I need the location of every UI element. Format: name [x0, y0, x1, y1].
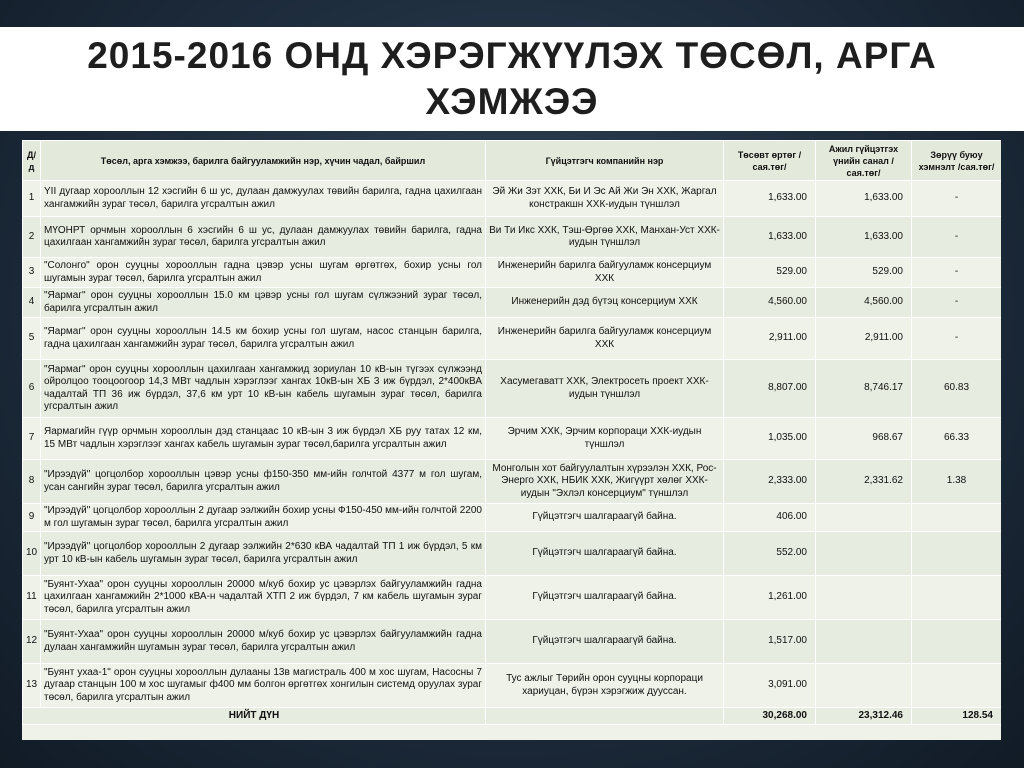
- slide-title: 2015-2016 ОНД ХЭРЭГЖҮҮЛЭХ ТӨСӨЛ, АРГА ХЭМЖЭЭ: [87, 35, 937, 122]
- projects-table-container: [22, 140, 1001, 740]
- row-number: 6: [23, 360, 41, 418]
- row-diff: [912, 576, 1002, 620]
- row-budget: 1,517.00: [724, 620, 816, 664]
- row-diff: -: [912, 217, 1002, 258]
- row-contractor: Гүйцэтгэгч шалгараагүй байна.: [486, 576, 724, 620]
- projects-table: [22, 140, 1001, 725]
- row-contractor: Инженерийн барилга байгууламж консерциум ХХК: [486, 318, 724, 360]
- row-budget: 8,807.00: [724, 360, 816, 418]
- table-row: [23, 576, 1002, 620]
- row-offer: 8,746.17: [816, 360, 912, 418]
- table-body: [23, 181, 1002, 725]
- table-row: [23, 258, 1002, 288]
- total-contractor-empty: [486, 708, 724, 725]
- row-offer: 529.00: [816, 258, 912, 288]
- row-budget: 2,911.00: [724, 318, 816, 360]
- row-budget: 1,261.00: [724, 576, 816, 620]
- header-project: Төсөл, арга хэмжээ, барилга байгууламжийн нэр, хүчин чадал, байршил: [41, 141, 486, 181]
- row-contractor: Гүйцэтгэгч шалгараагүй байна.: [486, 532, 724, 576]
- row-project: YII дугаар хорооллын 12 хэсгийн 6 ш ус, дулаан дамжуулах төвийн барилга, гадна цахилгаан хангамжийн зураг төсөл, барилга угсралтын ажил: [41, 181, 486, 217]
- row-project: "Буянт-Ухаа" орон сууцны хорооллын 20000 м/куб бохир ус цэвэрлэх байгууламжийн гадна дулаан хангамжийн шугамын зураг төсөл, барилга угсралтын ажил: [41, 620, 486, 664]
- row-diff: -: [912, 318, 1002, 360]
- row-offer: [816, 664, 912, 708]
- row-budget: 3,091.00: [724, 664, 816, 708]
- table-row: [23, 318, 1002, 360]
- row-contractor: Гүйцэтгэгч шалгараагүй байна.: [486, 504, 724, 532]
- total-label: НИЙТ ДҮН: [23, 708, 486, 725]
- row-number: 3: [23, 258, 41, 288]
- row-diff: 1.38: [912, 460, 1002, 504]
- table-row: [23, 504, 1002, 532]
- row-offer: 1,633.00: [816, 181, 912, 217]
- row-contractor: Эй Жи Зэт ХХК, Би И Эс Ай Жи Эн ХХК, Жаргал констракшн ХХК-иудын түншлэл: [486, 181, 724, 217]
- row-project: "Ирээдүй" цогцолбор хорооллын 2 дугаар ээлжийн бохир усны Ф150-450 мм-ийн голчтой 2200 м гол шугамын зураг төсөл, барилга угсралтын ажил: [41, 504, 486, 532]
- table-row: [23, 360, 1002, 418]
- table-row: [23, 460, 1002, 504]
- row-project: "Буянт-Ухаа" орон сууцны хорооллын 20000 м/куб бохир ус цэвэрлэх байгууламжийн гадна цахилгаан хангамжийн 2*1000 кВА-н чадалтай ХТП 2 иж бүрдэл, 7 км кабель шугамын зураг төсөл, барилга угсралтын ажил: [41, 576, 486, 620]
- row-project: МҮОНРТ орчмын хорооллын 6 хэсгийн 6 ш ус, дулаан дамжуулах төвийн барилга, гадна цахилгаан хангамжийн зураг төсөл, барилга угсралтын ажил: [41, 217, 486, 258]
- row-budget: 406.00: [724, 504, 816, 532]
- row-offer: 4,560.00: [816, 288, 912, 318]
- row-diff: -: [912, 288, 1002, 318]
- row-diff: [912, 664, 1002, 708]
- row-diff: [912, 504, 1002, 532]
- row-project: "Ирээдүй" цогцолбор хорооллын цэвэр усны ф150-350 мм-ийн голчтой 4377 м гол шугам, усан сангийн зураг төсөл, барилга угсралтын ажил: [41, 460, 486, 504]
- total-offer: 23,312.46: [816, 708, 912, 725]
- header-offer: Ажил гүйцэтгэх үнийн санал /сая.төг/: [816, 141, 912, 181]
- row-offer: [816, 620, 912, 664]
- table-row: [23, 288, 1002, 318]
- title-band: [0, 27, 1024, 131]
- row-number: 5: [23, 318, 41, 360]
- row-offer: [816, 504, 912, 532]
- table-row: [23, 532, 1002, 576]
- row-contractor: Хасумегаватт ХХК, Электросеть проект ХХК-иудын түншлэл: [486, 360, 724, 418]
- row-contractor: Инженерийн дэд бүтэц консерциум ХХК: [486, 288, 724, 318]
- table-row: [23, 620, 1002, 664]
- row-budget: 552.00: [724, 532, 816, 576]
- row-number: 12: [23, 620, 41, 664]
- row-offer: [816, 576, 912, 620]
- row-number: 11: [23, 576, 41, 620]
- row-diff: [912, 620, 1002, 664]
- row-project: "Яармаг" орон сууцны хорооллын 15.0 км цэвэр усны гол шугам сүлжээний зураг төсөл, барилга угсралтын ажил: [41, 288, 486, 318]
- row-project: "Яармаг" орон сууцны хорооллын 14.5 км бохир усны гол шугам, насос станцын барилга, гадна цахилгаан хангамжийн зураг төсөл, барилга угсралтын ажил: [41, 318, 486, 360]
- row-number: 1: [23, 181, 41, 217]
- table-row: [23, 181, 1002, 217]
- row-budget: 4,560.00: [724, 288, 816, 318]
- row-contractor: Гүйцэтгэгч шалгараагүй байна.: [486, 620, 724, 664]
- row-budget: 2,333.00: [724, 460, 816, 504]
- row-project: "Солонго" орон сууцны хорооллын гадна цэвэр усны шугам өргөтгөх, бохир усны гол шугамын зураг төсөл, барилга угсралтын ажил: [41, 258, 486, 288]
- row-contractor: Ви Ти Икс ХХК, Тэш-Өргөө ХХК, Манхан-Уст ХХК-иудын түншлэл: [486, 217, 724, 258]
- row-budget: 1,633.00: [724, 217, 816, 258]
- row-budget: 1,035.00: [724, 418, 816, 460]
- row-offer: 968.67: [816, 418, 912, 460]
- row-diff: 66.33: [912, 418, 1002, 460]
- row-contractor: Тус ажлыг Төрийн орон сууцны корпораци хариуцан, бүрэн хэрэгжиж дууссан.: [486, 664, 724, 708]
- row-number: 2: [23, 217, 41, 258]
- row-diff: -: [912, 258, 1002, 288]
- row-number: 9: [23, 504, 41, 532]
- row-number: 13: [23, 664, 41, 708]
- table-row: [23, 217, 1002, 258]
- row-project: "Ирээдүй" цогцолбор хорооллын 2 дугаар ээлжийн 2*630 кВА чадалтай ТП 1 иж бүрдэл, 5 км урт 10 кВ-ын кабель шугамын зураг төсөл, барилга угсралтын ажил: [41, 532, 486, 576]
- row-number: 4: [23, 288, 41, 318]
- row-number: 7: [23, 418, 41, 460]
- table-row: [23, 664, 1002, 708]
- row-diff: -: [912, 181, 1002, 217]
- header-contractor: Гүйцэтгэгч компанийн нэр: [486, 141, 724, 181]
- total-budget: 30,268.00: [724, 708, 816, 725]
- row-project: "Буянт ухаа-1" орон сууцны хорооллын дулааны 13в магистраль 400 м хос шугам, Насосны 7 дугаар станцын 100 м хос шугамыг ф400 мм болгон өргөтгөх хонгилын системд оруулах зураг төсөл, барилга угсралтын ажил: [41, 664, 486, 708]
- row-contractor: Монголын хот байгуулалтын хүрээлэн ХХК, Рос-Энерго ХХК, НБИК ХХК, Жигүүрт хөлөг ХХК-иудын "Эхлэл консерциум" түншлэл: [486, 460, 724, 504]
- row-number: 10: [23, 532, 41, 576]
- row-offer: [816, 532, 912, 576]
- header-budget: Төсөвт өртөг /сая.төг/: [724, 141, 816, 181]
- row-diff: 60.83: [912, 360, 1002, 418]
- total-diff: 128.54: [912, 708, 1002, 725]
- table-row: [23, 418, 1002, 460]
- row-offer: 2,331.62: [816, 460, 912, 504]
- row-number: 8: [23, 460, 41, 504]
- total-row: [23, 708, 1002, 725]
- row-offer: 2,911.00: [816, 318, 912, 360]
- row-contractor: Инженерийн барилга байгууламж консерциум ХХК: [486, 258, 724, 288]
- row-diff: [912, 532, 1002, 576]
- row-project: Яармагийн гүүр орчмын хорооллын дэд станцаас 10 кВ-ын 3 иж бүрдэл ХБ руу татах 12 км, 15 МВт чадлын хэрэглээг хангах кабель шугамын зураг төсөл,барилга угсралтын ажил: [41, 418, 486, 460]
- header-no: Д/д: [23, 141, 41, 181]
- row-offer: 1,633.00: [816, 217, 912, 258]
- row-project: "Яармаг" орон сууцны хорооллын цахилгаан хангамжид зориулан 10 кВ-ын түгээх сүлжээнд ойролцоо тооцоогоор 14,3 МВт чадлын хэрэглээг хангах 10кВ-ын ХБ 3 иж бүрдэл, 2*400кВА чадалтай ТП 36 иж бүрдэл, 37,6 км урт 10 кВ-ын кабель шугамын зураг төсөл, барилга угсралтын ажил: [41, 360, 486, 418]
- table-header-row: [23, 141, 1002, 181]
- row-contractor: Эрчим ХХК, Эрчим корпораци ХХК-иудын түншлэл: [486, 418, 724, 460]
- header-diff: Зөрүү буюу хэмнэлт /сая.төг/: [912, 141, 1002, 181]
- row-budget: 529.00: [724, 258, 816, 288]
- row-budget: 1,633.00: [724, 181, 816, 217]
